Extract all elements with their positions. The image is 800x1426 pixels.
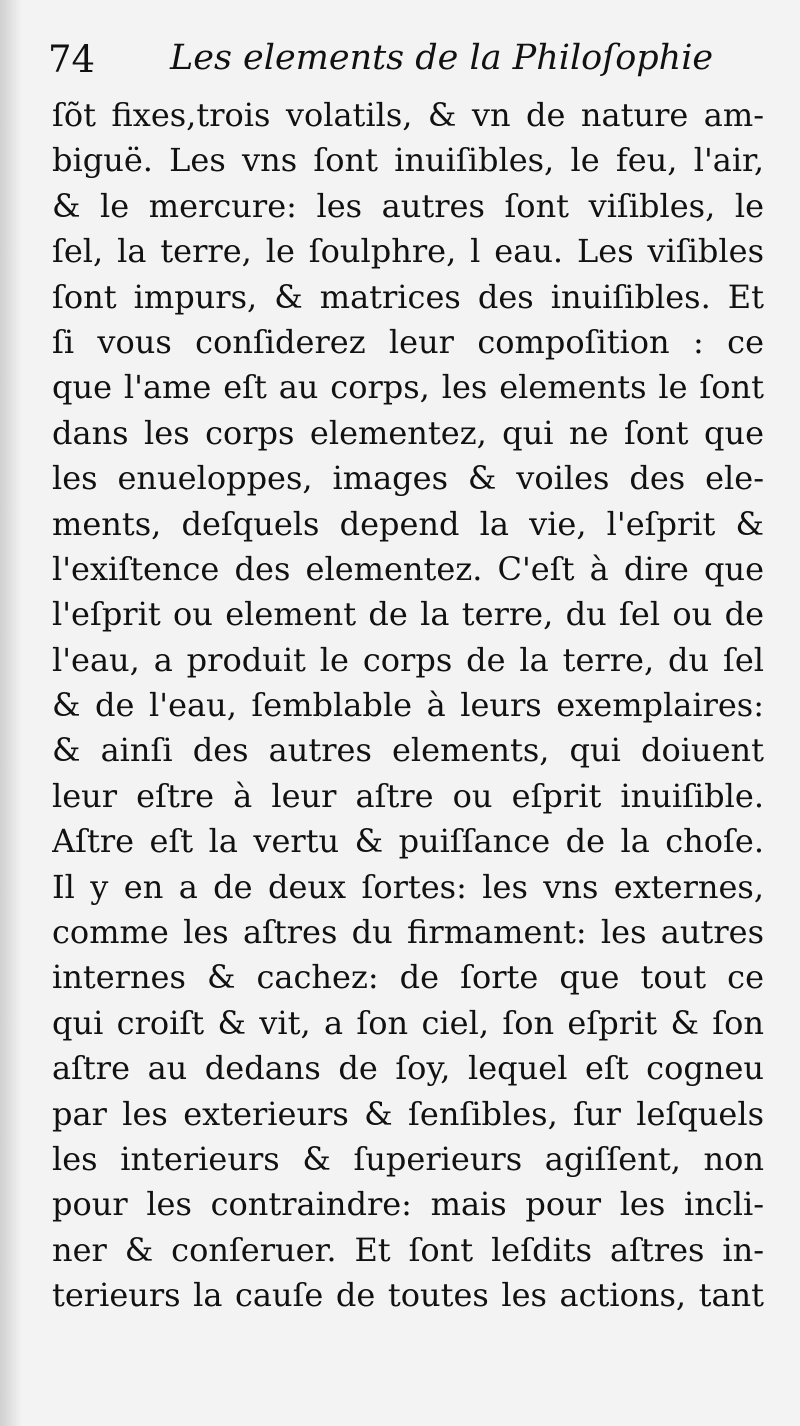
text-line: pour les contraindre: mais pour les incli- — [52, 1185, 764, 1224]
text-line: & le mercure: les autres ſont viſibles, le — [52, 186, 764, 225]
text-line: que l'ame eſt au corps, les elements le ſont — [52, 368, 764, 407]
body-text — [52, 93, 764, 1319]
text-line: ſel, la terre, le ſoulphre, l eau. Les viſibles — [52, 232, 764, 271]
text-line: comme les aſtres du firmament: les autres — [52, 913, 764, 952]
text-line: les interieurs & ſuperieurs agiſſent, non — [52, 1139, 764, 1178]
text-line: biguë. Les vns ſont inuiſibles, le feu, l'air, — [52, 141, 764, 180]
text-line: les enueloppes, images & voiles des ele- — [52, 459, 764, 498]
text-line: ſõt fixes,trois volatils, & vn de nature am- — [52, 96, 764, 134]
text-line: & ainſi des autres elements, qui doiuent — [52, 731, 764, 770]
text-line: l'eſprit ou element de la terre, du ſel ou de — [52, 595, 764, 634]
text-line: & de l'eau, ſemblable à leurs exemplaires: — [52, 686, 764, 725]
text-line: Il y en a de deux ſortes: les vns externes, — [52, 867, 764, 906]
text-line: aſtre au dedans de ſoy, lequel eſt cogneu — [52, 1049, 764, 1088]
text-line: qui croiſt & vit, a ſon ciel, ſon eſprit & ſon — [52, 1003, 764, 1042]
text-line: dans les corps elementez, qui ne ſont que — [52, 413, 764, 452]
text-line: internes & cachez: de ſorte que tout ce — [52, 958, 764, 997]
text-line: ſi vous conſiderez leur compoſition : ce — [52, 322, 764, 361]
text-line: ments, deſquels depend la vie, l'eſprit & — [52, 504, 764, 543]
page-header — [48, 28, 768, 88]
text-line: ner & conſeruer. Et ſont leſdits aſtres in- — [52, 1230, 764, 1269]
text-line: par les exterieurs & ſenſibles, ſur leſquels — [52, 1094, 764, 1133]
text-line: l'eau, a produit le corps de la terre, du ſel — [52, 640, 764, 679]
text-line: terieurs la cauſe de toutes les actions, tant — [52, 1276, 764, 1315]
text-line: ſont impurs, & matrices des inuiſibles. Et — [52, 277, 764, 316]
page-number: 74 — [48, 38, 96, 81]
text-line: leur eſtre à leur aſtre ou eſprit inuiſible. — [52, 776, 764, 815]
text-line: l'exiſtence des elementez. C'eſt à dire que — [52, 549, 764, 588]
text-line: Aſtre eſt la vertu & puiſſance de la choſe. — [52, 822, 764, 861]
running-title: Les elements de la Philoſophie — [170, 38, 714, 78]
